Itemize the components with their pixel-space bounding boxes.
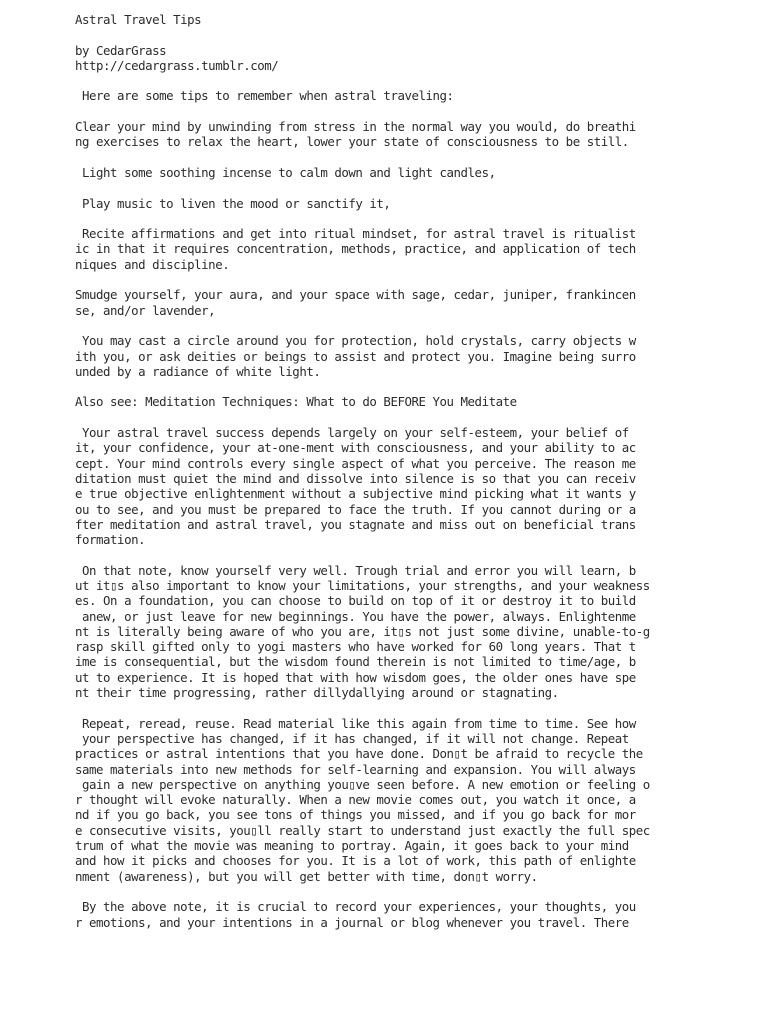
text-line: Clear your mind by unwinding from stress in the normal way you would, do breathi — [75, 119, 636, 135]
text-line: ou to see, and you must be prepared to face the truth. If you cannot during or a — [75, 501, 636, 517]
paragraph — [75, 899, 695, 930]
text-line: nd if you go back, you see tons of things you missed, and if you go back for mor — [75, 807, 636, 823]
text-line: Repeat, reread, reuse. Read material like this again from time to time. See how — [75, 715, 636, 731]
text-line: You may cast a circle around you for protection, hold crystals, carry objects w — [75, 333, 636, 349]
text-line: Recite affirmations and get into ritual mindset, for astral travel is ritualist — [75, 226, 636, 242]
text-line: ut it▯s also important to know your limitations, your strengths, and your weakness — [75, 577, 650, 593]
text-line: ith you, or ask deities or beings to assist and protect you. Imagine being surro — [75, 348, 636, 364]
text-line: niques and discipline. — [75, 256, 230, 272]
document-page — [75, 12, 695, 930]
text-line: Light some soothing incense to calm down and light candles, — [75, 164, 496, 180]
text-line: ng exercises to relax the heart, lower your state of consciousness to be still. — [75, 134, 629, 150]
text-line: ut to experience. It is hoped that with how wisdom goes, the older ones have spe — [75, 669, 636, 685]
text-line: unded by a radiance of white light. — [75, 363, 321, 379]
paragraph-gap — [75, 272, 695, 287]
text-line: same materials into new methods for self-learning and expansion. You will always — [75, 761, 636, 777]
text-line: your perspective has changed, if it has changed, if it will not change. Repeat — [75, 730, 629, 746]
paragraph — [75, 563, 695, 701]
paragraph — [75, 196, 695, 211]
text-line: Play music to liven the mood or sanctify it, — [75, 195, 391, 211]
text-line: By the above note, it is crucial to record your experiences, your thoughts, you — [75, 899, 636, 915]
paragraph-gap — [75, 104, 695, 119]
paragraph — [75, 43, 695, 74]
paragraph-gap — [75, 318, 695, 333]
paragraph-gap — [75, 700, 695, 715]
paragraph-gap — [75, 150, 695, 165]
paragraph — [75, 165, 695, 180]
text-line: nt is literally being aware of who you are, it▯s not just some divine, unable-to-g — [75, 623, 650, 639]
paragraph — [75, 287, 695, 318]
paragraph-gap — [75, 73, 695, 88]
text-line: ditation must quiet the mind and dissolve into silence is so that you can receiv — [75, 470, 636, 486]
text-line: nment (awareness), but you will get better with time, don▯t worry. — [75, 868, 538, 884]
text-line: se, and/or lavender, — [75, 302, 216, 318]
text-line: Smudge yourself, your aura, and your space with sage, cedar, juniper, frankincen — [75, 287, 636, 303]
paragraph — [75, 716, 695, 884]
text-line: and how it picks and chooses for you. It is a lot of work, this path of enlighte — [75, 853, 636, 869]
text-line: e consecutive visits, you▯ll really start to understand just exactly the full spec — [75, 822, 650, 838]
paragraph — [75, 425, 695, 547]
text-line: es. On a foundation, you can choose to build on top of it or destroy it to build — [75, 593, 636, 609]
paragraph-gap — [75, 211, 695, 226]
text-line: practices or astral intentions that you have done. Don▯t be afraid to recycle the — [75, 746, 643, 762]
text-line: by CedarGrass — [75, 42, 167, 58]
text-line: ime is consequential, but the wisdom found therein is not limited to time/age, b — [75, 654, 636, 670]
text-line: r emotions, and your intentions in a journal or blog whenever you travel. There — [75, 914, 629, 930]
paragraph — [75, 333, 695, 379]
paragraph-gap — [75, 27, 695, 42]
text-line: formation. — [75, 532, 146, 548]
text-line: r thought will evoke naturally. When a new movie comes out, you watch it once, a — [75, 792, 636, 808]
text-line: fter meditation and astral travel, you stagnate and miss out on beneficial trans — [75, 516, 636, 532]
text-line: ic in that it requires concentration, methods, practice, and application of tech — [75, 241, 636, 257]
paragraph — [75, 119, 695, 150]
text-line: Astral Travel Tips — [75, 12, 202, 27]
text-line: gain a new perspective on anything you▯ve seen before. A new emotion or feeling o — [75, 776, 650, 792]
paragraph-gap — [75, 410, 695, 425]
document-title — [75, 12, 695, 27]
paragraph-gap — [75, 180, 695, 195]
text-line: trum of what the movie was meaning to portray. Again, it goes back to your mind — [75, 838, 629, 854]
paragraph — [75, 88, 695, 103]
paragraph — [75, 226, 695, 272]
paragraph-gap — [75, 884, 695, 899]
text-line: e true objective enlightenment without a subjective mind picking what it wants y — [75, 486, 636, 502]
text-line: cept. Your mind controls every single aspect of what you perceive. The reason me — [75, 455, 636, 471]
text-line: Also see: Meditation Techniques: What to do BEFORE You Meditate — [75, 394, 517, 410]
text-line: rasp skill gifted only to yogi masters who have worked for 60 long years. That t — [75, 639, 636, 655]
text-line: http://cedargrass.tumblr.com/ — [75, 57, 279, 73]
text-line: On that note, know yourself very well. Trough trial and error you will learn, b — [75, 562, 636, 578]
paragraph-gap — [75, 547, 695, 562]
text-line: nt their time progressing, rather dillydallying around or stagnating. — [75, 685, 559, 701]
text-line: Here are some tips to remember when astral traveling: — [75, 88, 454, 104]
paragraph-gap — [75, 379, 695, 394]
paragraph — [75, 394, 695, 409]
text-line: it, your confidence, your at-one-ment with consciousness, and your ability to ac — [75, 440, 636, 456]
text-line: anew, or just leave for new beginnings. You have the power, always. Enlightenme — [75, 608, 636, 624]
text-line: Your astral travel success depends largely on your self-esteem, your belief of — [75, 425, 629, 441]
